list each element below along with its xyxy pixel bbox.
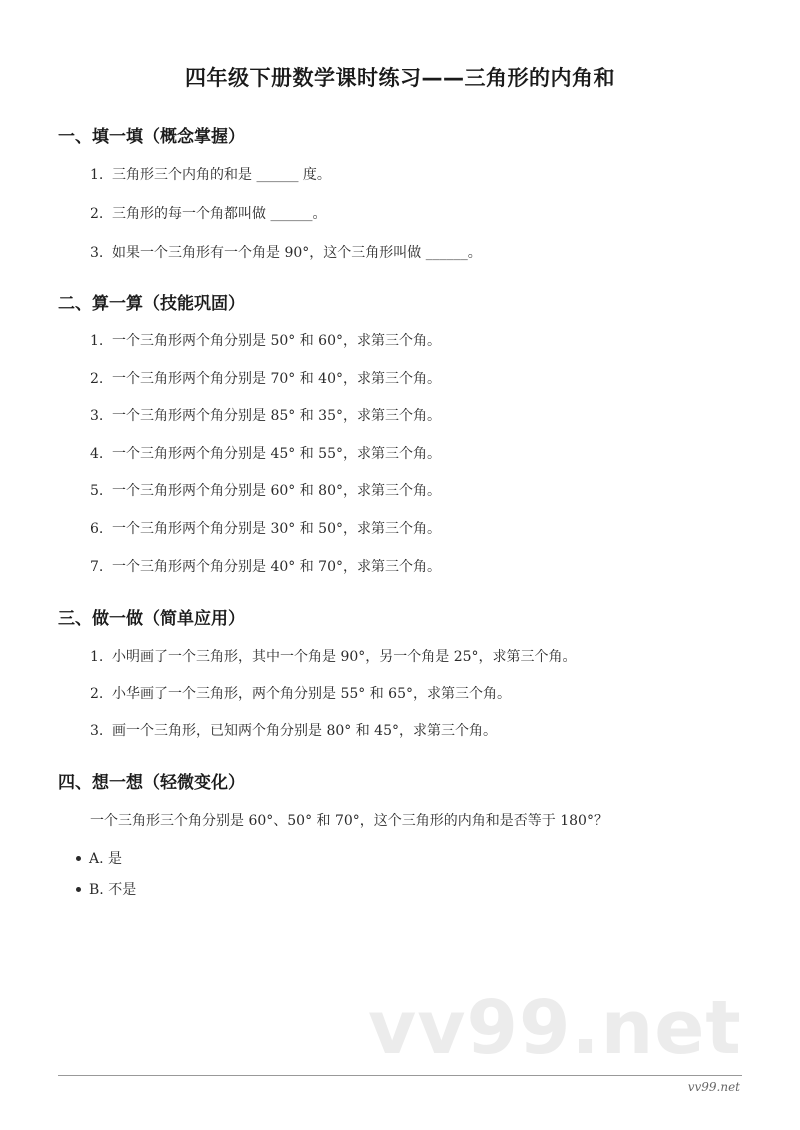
list-item	[90, 203, 326, 223]
list-item	[90, 646, 577, 666]
item-text: 一个三角形两个角分别是 85° 和 35°，求第三个角。	[112, 408, 441, 424]
item-number: 4.	[90, 446, 104, 462]
bullet-icon	[76, 856, 81, 861]
section-heading-apply: 三、做一做（简单应用）	[58, 609, 245, 629]
item-number: 6.	[90, 521, 104, 537]
list-item	[90, 368, 441, 388]
section-heading-calculate: 二、算一算（技能巩固）	[58, 294, 245, 314]
item-number: 5.	[90, 483, 104, 499]
section-heading-think: 四、想一想（轻微变化）	[58, 773, 245, 793]
item-number: 7.	[90, 559, 104, 575]
list-item	[90, 720, 497, 740]
option-item	[76, 879, 136, 899]
option-label: A.	[89, 851, 104, 867]
item-text: 一个三角形两个角分别是 70° 和 40°，求第三个角。	[112, 371, 441, 387]
item-number: 3.	[90, 408, 104, 424]
item-number: 1.	[90, 333, 104, 349]
list-item	[90, 443, 441, 463]
option-item	[76, 848, 122, 868]
list-item	[90, 242, 482, 262]
section-heading-fill: 一、填一填（概念掌握）	[58, 127, 245, 147]
item-number: 1.	[90, 167, 104, 183]
item-text: 小华画了一个三角形，两个角分别是 55° 和 65°，求第三个角。	[112, 686, 511, 702]
item-text: 一个三角形两个角分别是 45° 和 55°，求第三个角。	[112, 446, 441, 462]
footer-site: vv99.net	[687, 1080, 740, 1094]
item-number: 2.	[90, 371, 104, 387]
item-number: 1.	[90, 649, 104, 665]
item-text: 如果一个三角形有一个角是 90°，这个三角形叫做 ______。	[112, 245, 482, 261]
item-number: 2.	[90, 686, 104, 702]
item-text: 一个三角形两个角分别是 30° 和 50°，求第三个角。	[112, 521, 441, 537]
item-text: 三角形的每一个角都叫做 ______。	[112, 206, 327, 222]
list-item	[90, 405, 441, 425]
list-item	[90, 164, 331, 184]
list-item	[90, 330, 441, 350]
list-item	[90, 480, 441, 500]
item-text: 小明画了一个三角形，其中一个角是 90°，另一个角是 25°，求第三个角。	[112, 649, 577, 665]
bullet-icon	[76, 887, 81, 892]
option-text: 是	[108, 851, 123, 867]
item-number: 3.	[90, 245, 104, 261]
question-text: 一个三角形三个角分别是 60°、50° 和 70°，这个三角形的内角和是否等于 180°？	[90, 813, 608, 829]
option-text: 不是	[108, 882, 137, 898]
item-text: 一个三角形两个角分别是 50° 和 60°，求第三个角。	[112, 333, 441, 349]
item-number: 3.	[90, 723, 104, 739]
page-title: 四年级下册数学课时练习——三角形的内角和	[185, 66, 615, 90]
item-number: 2.	[90, 206, 104, 222]
watermark: vv99.net	[368, 985, 742, 1071]
item-text: 一个三角形两个角分别是 60° 和 80°，求第三个角。	[112, 483, 441, 499]
item-text: 三角形三个内角的和是 ______ 度。	[112, 167, 331, 183]
option-label: B.	[89, 882, 104, 898]
list-item	[90, 556, 441, 576]
item-text: 画一个三角形，已知两个角分别是 80° 和 45°，求第三个角。	[112, 723, 497, 739]
footer-divider	[58, 1075, 742, 1076]
list-item	[90, 518, 441, 538]
item-text: 一个三角形两个角分别是 40° 和 70°，求第三个角。	[112, 559, 441, 575]
list-item	[90, 683, 511, 703]
